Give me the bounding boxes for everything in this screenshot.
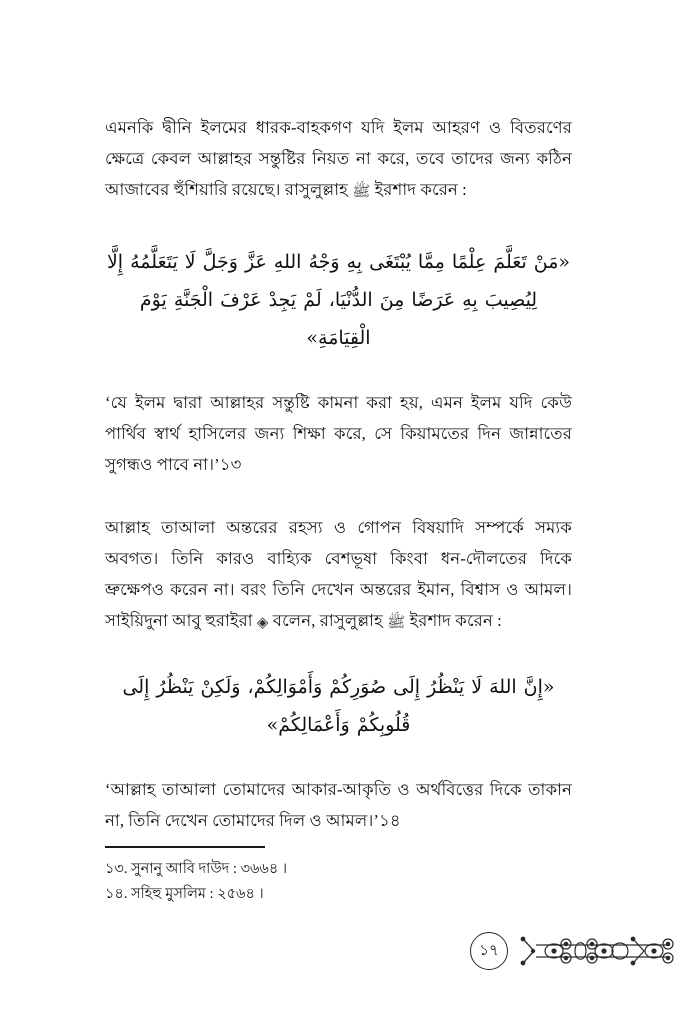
page-number-label: ১৭ [479,942,499,959]
arabic-quote-2-line-1: «إِنَّ اللهَ لَا يَنْظُرُ إِلَى صُوَرِكُمْ وَأَمْوَالِكُمْ، وَلَكِنْ يَنْظُرُ إِلَى [122,676,555,698]
paragraph-body [105,512,572,638]
spacer [105,480,572,512]
page-content [105,112,572,836]
paragraph-intro-text-a: এমনকি দ্বীনি ইলমের ধারক-বাহকগণ যদি ইলম আহরণ ও বিতরণের ক্ষেত্রে কেবল আল্লাহর সন্তুষ্টির নিয়ত না করে, তবে তাদের জন্য কঠিন আজাবের হুঁশিয়ারি রয়েছে। রাসুলুল্লাহ [105,118,572,199]
paragraph-body-text-a: আল্লাহ তাআলা অন্তরের রহস্য ও গোপন বিষয়াদি সম্পর্কে সম্যক অবগত। তিনি কারও বাহ্যিক বেশভূষা কিংবা ধন-দৌলতের দিকে ভ্রুক্ষেপও করেন না। বরং তিনি দেখেন অন্তরের ইমান, বিশ্বাস ও আমল। সাইয়িদুনা আবু হুরাইরা [105,518,572,630]
footnote-item: ১৪. সহিহু মুসলিম : ২৫৬৪ । [105,886,264,902]
sallallahu-alayhi-wasallam-icon: ﷺ [387,615,406,631]
translation-1: ‘যে ইলম দ্বারা আল্লাহর সন্তুষ্টি কামনা করা হয়, এমন ইলম যদি কেউ পার্থিব স্বার্থ হাসিলের জন্য শিক্ষা করে, সে কিয়ামতের দিন জান্নাতের সুগন্ধও পাবে না।’১৩ [105,393,572,474]
arabic-quote-1 [105,243,572,357]
sallallahu-alayhi-wasallam-icon: ﷺ [352,184,371,200]
page-number-badge [470,932,508,970]
paragraph-body-text-c: ইরশাদ করেন : [405,611,502,630]
radiyallahu-anhu-icon: ◈ [256,615,269,631]
spacer [105,357,572,387]
arabic-quote-2-line-2: قُلُوبِكُمْ وَأَعْمَالِكُمْ» [266,714,411,736]
translation-2: ‘আল্লাহ তাআলা তোমাদের আকার-আকৃতি ও অর্থবিত্তের দিকে তাকান না, তিনি দেখেন তোমাদের দিল ও আমল।’১৪ [105,780,572,830]
footnote-separator-rule [105,846,265,848]
footnote-item: ১৩. সুনানু আবি দাউদ : ৩৬৬৪ । [105,861,288,877]
footnotes-section [105,846,572,907]
arabic-quote-1-line-2: لِيُصِيبَ بِهِ عَرَضًا مِنَ الدُّنْيَا، لَمْ يَجِدْ عَرْفَ الْجَنَّةِ يَوْمَ الْقِيَامَةِ» [139,289,538,349]
decorative-ornament-icon [520,934,675,968]
arabic-quote-2 [105,668,572,744]
paragraph-intro [105,112,572,207]
spacer [105,744,572,774]
arabic-quote-1-line-1: «مَنْ تَعَلَّمَ عِلْمًا مِمَّا يُبْتَغَى بِهِ وَجْهُ اللهِ عَزَّ وَجَلَّ لَا يَتَعَلَّمُهُ إِلَّا [106,251,571,273]
page-footer [470,925,675,977]
paragraph-intro-text-b: ইরশাদ করেন : [370,180,467,199]
spacer [105,207,572,243]
spacer [105,638,572,668]
paragraph-body-text-b: বলেন, রাসুলুল্লাহ [268,611,388,630]
